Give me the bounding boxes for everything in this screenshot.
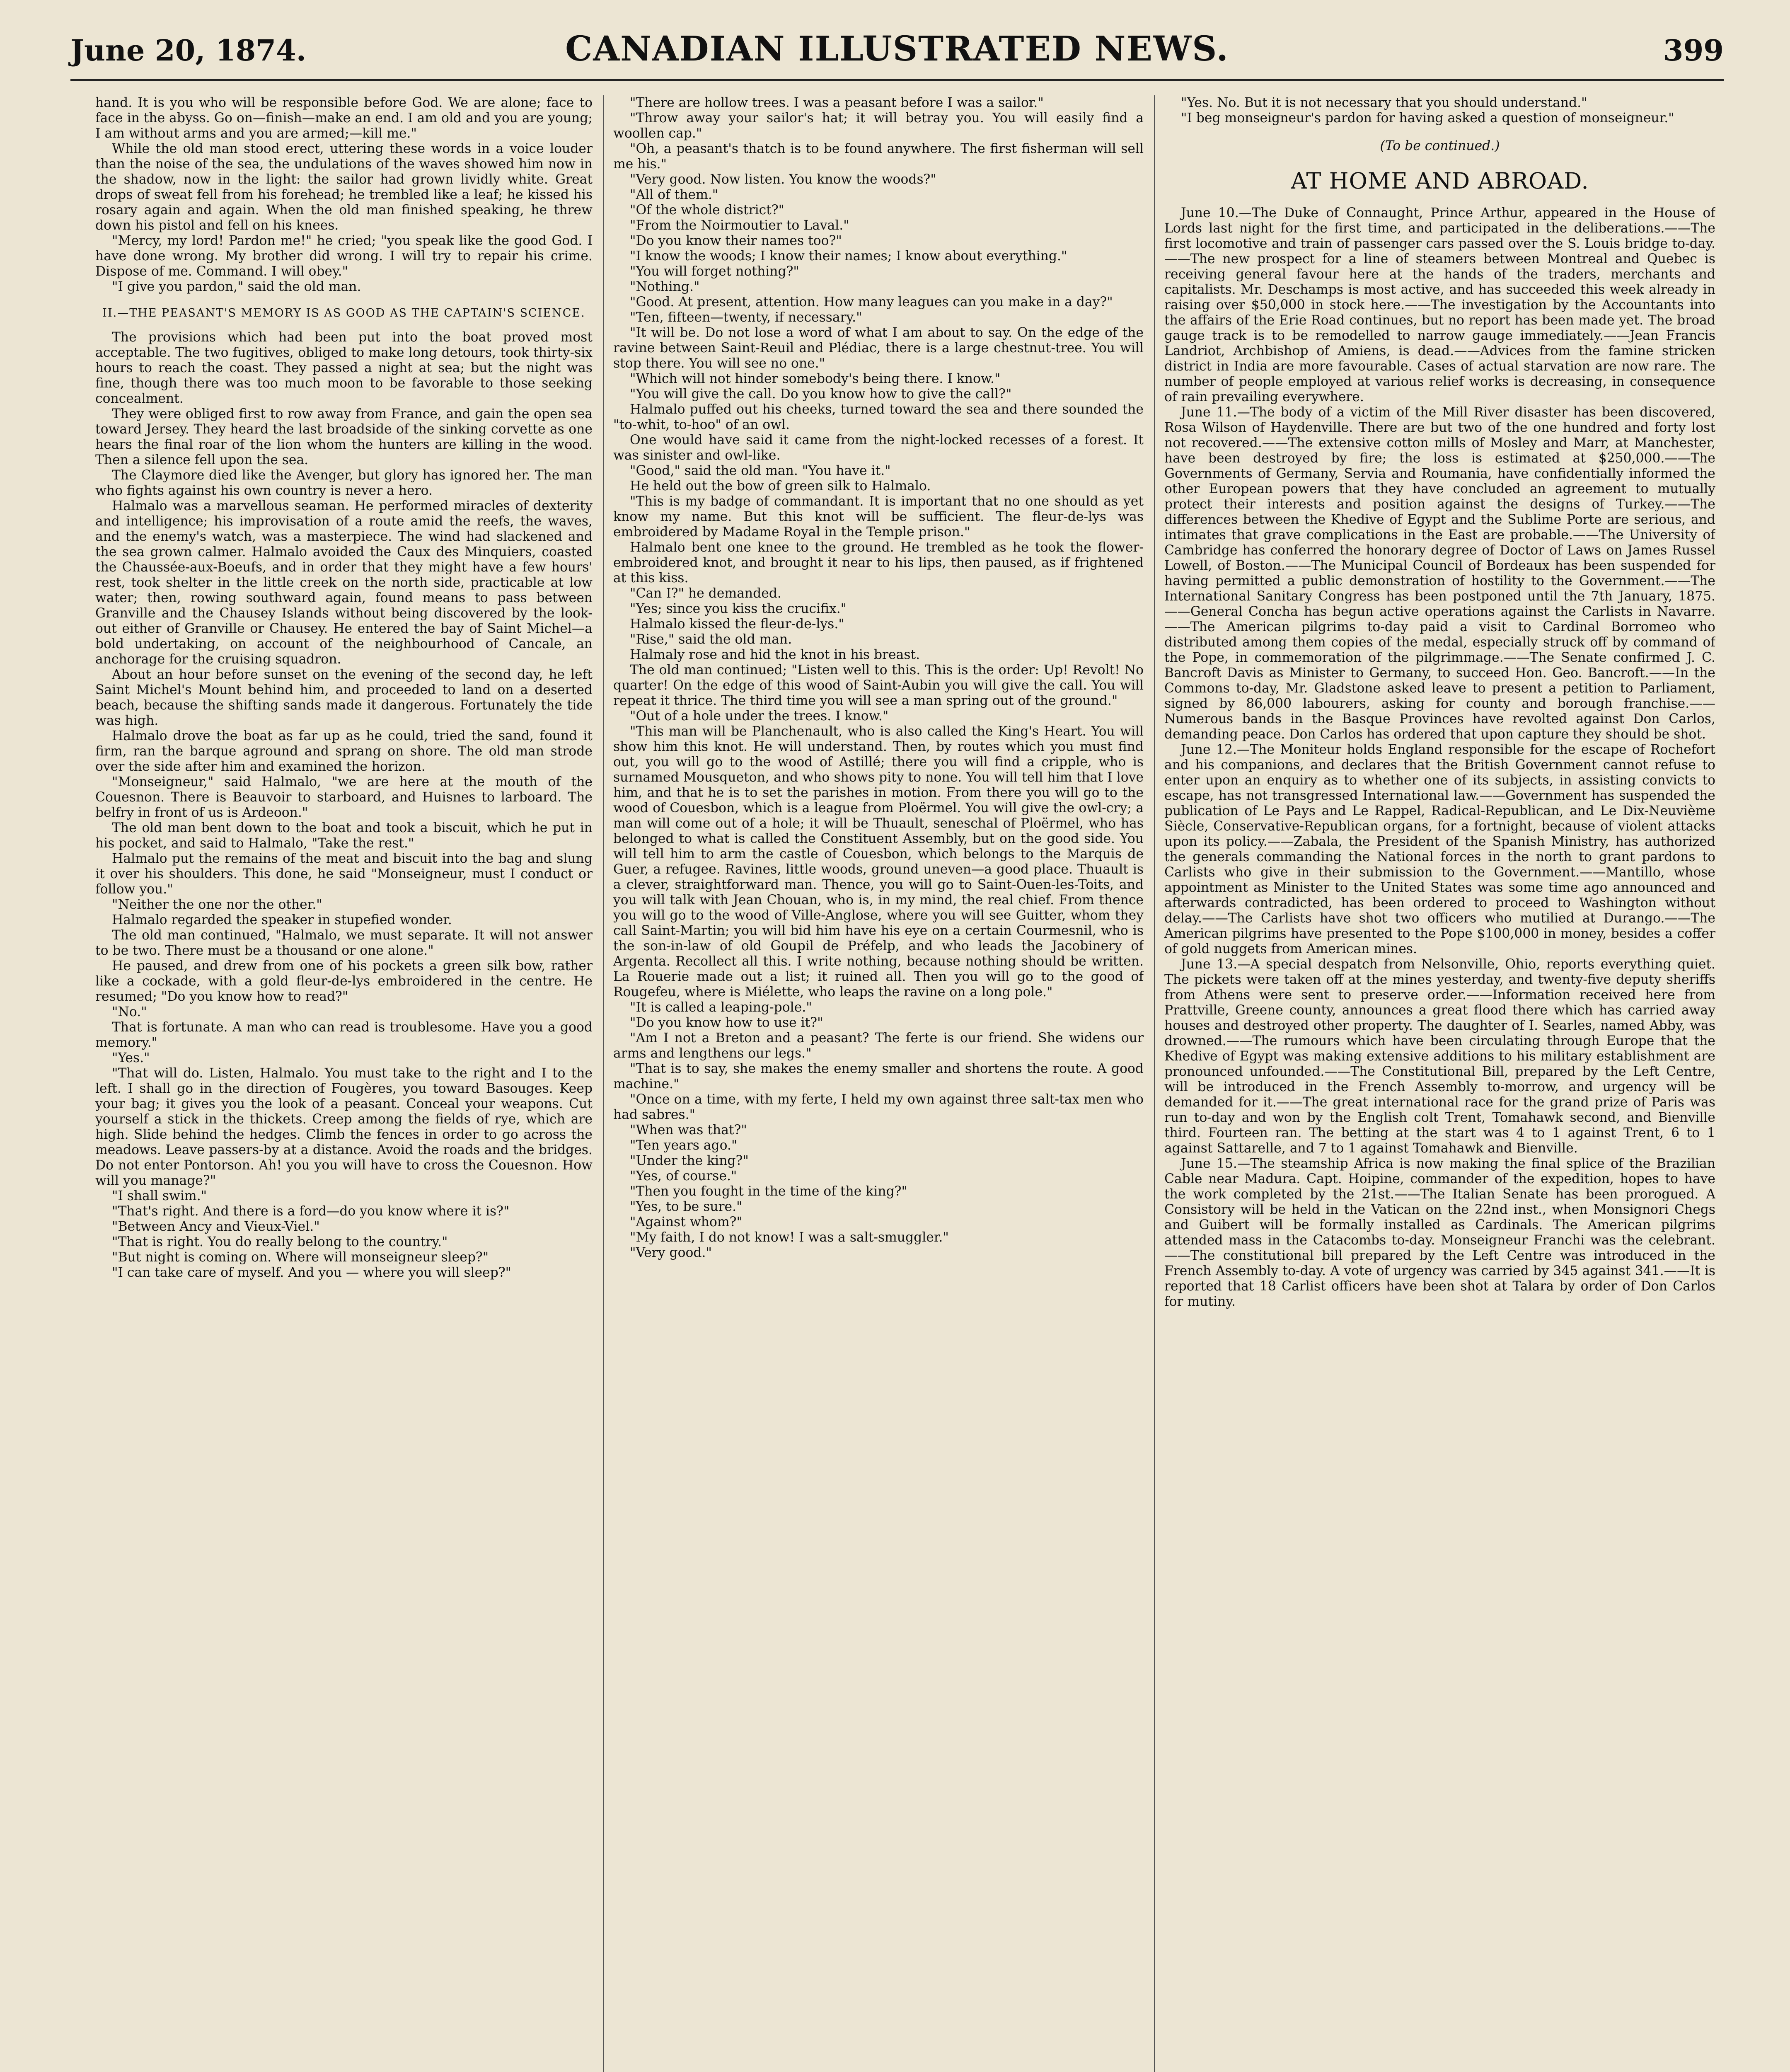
paragraph: "This man will be Planchenault, who is also called the King's Heart. You will show him this knot. He will understand. Then, by routes which you must find out, you will go to the wood of Astillé; there you will find a cripple, who is surnamed Mousqueton, and who shows pity to none. You will tell him that I love him, and that he is to set the parishes in motion. From there you will go to the wood of Couesbon, which is a league from Ploërmel. You will give the owl-cry; a man will come out of a hole; it will be Thuault, seneschal of Ploërmel, who has belonged to what is called the Constituent Assembly, but on the good side. You will tell him to arm the castle of Couesbon, which belongs to the Marquis de Guer, a refugee. Ravines, little woods, ground uneven—a good place. Thuault is a clever, straightforward man. Thence, you will go to Saint-Ouen-les-Toits, and you will talk with Jean Chouan, who is, in my mind, the real chief. From thence you will go to the wood of Ville-Anglose, where you will see Guitter, whom they call Saint-Martin; you will bid him have his eye on a certain Courmesnil, who is the son-in-law of old Goupil de Préfelp, and who leads the Jacobinery of Argenta. Recollect all this. I write nothing, because nothing should be written. La Rouerie made out a list; it ruined all. Then you will go to the good of Rougefeu, where is Miélette, who leaps the ravine on a long pole." — [613, 724, 1144, 1000]
paragraph: "Of the whole district?" — [630, 203, 785, 218]
paragraph: "Against whom?" — [630, 1215, 743, 1230]
paragraph: "It is called a leaping-pole." — [630, 1000, 812, 1015]
paragraph: "Throw away your sailor's hat; it will betray you. You will easily find a woollen cap." — [613, 111, 1144, 141]
paragraph: "My faith, I do not know! I was a salt-smuggler." — [630, 1230, 949, 1245]
paragraph: "Can I?" he demanded. — [630, 586, 781, 601]
paragraph: "But night is coming on. Where will monseigneur sleep?" — [112, 1250, 489, 1265]
paragraph: Halmalo puffed out his cheeks, turned toward the sea and there sounded the "to-whit, to-hoo" of an owl. — [613, 402, 1144, 432]
paragraph: "Very good." — [630, 1245, 712, 1260]
issue-date: June 20, 1874. — [70, 33, 307, 68]
paragraph: Halmaly rose and hid the knot in his breast. — [630, 647, 920, 662]
paragraph: "Neither the one nor the other." — [112, 897, 322, 912]
news-paragraph: June 12.—The Moniteur holds England responsible for the escape of Rochefort and his companions, and declares that the British Government cannot refuse to enter upon an enquiry as to whether one of its subjects, in assisting convicts to escape, has not transgressed International law.——Government has suspended the publication of Le Pays and Le Rappel, Radical-Republican, and Le Dix-Neuvième Siècle, Conservative-Republican organs, for a fortnight, because of violent attacks upon its policy.——Zabala, the President of the Spanish Ministry, has authorized the generals commanding the National forces in the north to grant pardons to Carlists who give in their submission to the Government.——Mantillo, whose appointment as Minister to the United States was some time ago announced and afterwards contradicted, has been ordered to proceed to Washington without delay.——The Carlists have shot two officers who mutilied at Durango.——The American pilgrims have presented to the Pope $100,000 in money, besides a coffer of gold nuggets from American mines. — [1164, 742, 1715, 956]
paragraph: "Then you fought in the time of the king?" — [630, 1184, 907, 1199]
paragraph: "Yes, to be sure." — [630, 1199, 743, 1214]
paragraph: About an hour before sunset on the evening of the second day, he left Saint Michel's Mount behind him, and proceeded to land on a deserted beach, because the shifting sands made it dangerous. Fortunately the tide was high. — [95, 667, 593, 728]
paragraph: "Once on a time, with my ferte, I held my own against three salt-tax men who had sabres." — [613, 1092, 1144, 1122]
paragraph: One would have said it came from the night-locked recesses of a forest. It was sinister and owl-like. — [613, 433, 1144, 463]
paragraph: "Good. At present, attention. How many leagues can you make in a day?" — [630, 295, 1113, 310]
paragraph: "There are hollow trees. I was a peasant before I was a sailor." — [630, 95, 1044, 110]
paragraph: "Am I not a Breton and a peasant? The ferte is our friend. She widens our arms and lengthens our legs." — [613, 1031, 1144, 1061]
paragraph: "Do you know their names too?" — [630, 233, 842, 248]
paragraph: The old man continued; "Listen well to this. This is the order: Up! Revolt! No quarter! On the edge of this wood of Saint-Aubin you will give the call. You will repeat it thrice. The third time you will see a man spring out of the ground." — [613, 663, 1144, 708]
chapter-heading: II.—THE PEASANT'S MEMORY IS AS GOOD AS THE CAPTAIN'S SCIENCE. — [102, 307, 585, 320]
paragraph: "Rise," said the old man. — [630, 632, 792, 647]
column-divider — [603, 95, 604, 2072]
paragraph: The old man continued, "Halmalo, we must separate. It will not answer to be two. There must be a thousand or one alone." — [95, 928, 593, 958]
paragraph: The old man bent down to the boat and took a biscuit, which he put in his pocket, and said to Halmalo, "Take the rest." — [95, 821, 593, 851]
paragraph: "No." — [112, 1005, 147, 1019]
paragraph: "Yes. No. But it is not necessary that you should understand." — [1181, 95, 1587, 110]
column-divider — [1154, 95, 1155, 2072]
news-paragraph: June 11.—The body of a victim of the Mill River disaster has been discovered, Rosa Wilson of Haydenville. There are but two of the one hundred and forty lost not recovered.——The extensive cotton mills of Mosley and Marr, at Manchester, have been destroyed by fire; the loss is estimated at $250,000.——The Governments of Germany, Servia and Roumania, have confidentially informed the other European powers that they have concluded an agreement to mutually protect their interests and position against the designs of Turkey.——The differences between the Khedive of Egypt and the Sublime Porte are serious, and intimates that grave complications in the East are probable.——The University of Cambridge has conferred the honorary degree of Doctor of Laws on James Russel Lowell, of Boston.——The Municipal Council of Bordeaux has been suspended for having permitted a public demonstration of hostility to the Government.——The International Sanitary Congress has been postponed until the 7th January, 1875.——General Concha has begun active operations against the Carlists in Navarre.——The American pilgrims to-day paid a visit to Cardinal Borromeo who distributed among them copies of the medal, especially struck off by command of the Pope, in commemoration of the pilgrimmage.——The Senate confirmed J. C. Bancroft Davis as Minister to Germany, to succeed Hon. Geo. Bancroft.——In the Commons to-day, Mr. Gladstone asked leave to present a petition to Parliament, signed by 86,000 labourers, asking for county and borough franchise.——Numerous bands in the Basque Provinces have revolted against Don Carlos, demanding peace. Don Carlos has ordered that upon capture they should be shot. — [1164, 405, 1715, 742]
paragraph: The provisions which had been put into the boat proved most acceptable. The two fugitives, obliged to make long detours, took thirty-six hours to reach the coast. They passed a night at sea; but the night was fine, though there was too much moon to be favorable to those seeking concealment. — [95, 330, 593, 406]
paragraph: "Yes, of course." — [630, 1169, 737, 1184]
paragraph: "That is right. You do really belong to the country." — [112, 1234, 448, 1249]
paragraph: "Ten, fifteen—twenty, if necessary." — [630, 310, 862, 325]
story-column-2 — [613, 95, 1144, 2072]
paragraph: "You will forget nothing?" — [630, 264, 799, 279]
paragraph: "Nothing." — [630, 279, 700, 294]
masthead — [70, 25, 1724, 79]
paragraph: Halmalo drove the boat as far up as he could, tried the sand, found it firm, ran the barque aground and sprang on shore. The old man strode over the side after him and examined the horizon. — [95, 729, 593, 774]
paragraph: "That's right. And there is a ford—do you know where it is?" — [112, 1204, 510, 1219]
section-heading: AT HOME AND ABROAD. — [1291, 168, 1589, 194]
paragraph: "Do you know how to use it?" — [630, 1015, 823, 1030]
paragraph: Halmalo put the remains of the meat and biscuit into the bag and slung it over his shoulders. This done, he said "Monseigneur, must I conduct or follow you." — [95, 851, 593, 897]
paragraph: "Oh, a peasant's thatch is to be found anywhere. The first fisherman will sell me his." — [613, 141, 1144, 172]
paragraph: Halmalo bent one knee to the ground. He trembled as he took the flower-embroidered knot, and brought it near to his lips, then paused, as if frightened at this kiss. — [613, 540, 1144, 586]
news-paragraph: June 10.—The Duke of Connaught, Prince Arthur, appeared in the House of Lords last night for the first time, and participated in the deliberations.——The first locomotive and train of passenger cars passed over the S. Louis bridge to-day.——The new prospect for a line of steamers between Montreal and Quebec is receiving general favour here at the hands of the traders, merchants and capitalists. Mr. Deschamps is most active, and has succeeded this week already in raising over $50,000 in stock here.——The investigation by the Accountants into the affairs of the Erie Road continues, but no report has been made yet. The broad gauge track is to be remodelled to narrow gauge immediately.——Jean Francis Landriot, Archbishop of Amiens, is dead.——Advices from the famine stricken district in India are more favourable. Cases of actual starvation are now rare. The number of people employed at various relief works is decreasing, in consequence of rain prevailing everywhere. — [1164, 206, 1715, 404]
paragraph: Halmalo kissed the fleur-de-lys." — [630, 617, 844, 632]
paragraph: While the old man stood erect, uttering these words in a voice louder than the noise of the sea, the undulations of the waves showed him now in the shadow, now in the light: the sailor had grown lividly white. Great drops of sweat fell from his forehead; he trembled like a leaf; he kissed his rosary again and again. When the old man finished speaking, he threw down his pistol and fell on his knees. — [95, 141, 593, 233]
paragraph: He paused, and drew from one of his pockets a green silk bow, rather like a cockade, with a gold fleur-de-lys embroidered in the centre. He resumed; "Do you know how to read?" — [95, 959, 593, 1004]
paragraph: "From the Noirmoutier to Laval." — [630, 218, 849, 233]
paragraph: "Yes; since you kiss the crucifix." — [630, 601, 847, 616]
page-number: 399 — [1663, 33, 1724, 68]
news-column-3 — [1164, 95, 1715, 2072]
paragraph: "All of them." — [630, 187, 718, 202]
paragraph: "This is my badge of commandant. It is important that no one should as yet know my name. But this knot will be sufficient. The fleur-de-lys was embroidered by Madame Royal in the Temple prison." — [613, 494, 1144, 540]
paragraph: "I give you pardon," said the old man. — [112, 279, 361, 294]
newspaper-title: CANADIAN ILLUSTRATED NEWS. — [565, 29, 1229, 69]
paragraph: "I shall swim." — [112, 1188, 207, 1203]
paragraph: He held out the bow of green silk to Halmalo. — [630, 479, 931, 494]
story-column-1 — [95, 95, 593, 2072]
paragraph: They were obliged first to row away from France, and gain the open sea toward Jersey. They heard the last broadside of the sinking corvette as one hears the final roar of the lion whom the hunters are killing in the wood. Then a silence fell upon the sea. — [95, 407, 593, 467]
paragraph: "That is to say, she makes the enemy smaller and shortens the route. A good machine." — [613, 1061, 1144, 1092]
paragraph: "When was that?" — [630, 1123, 747, 1138]
paragraph: The Claymore died like the Avenger, but glory has ignored her. The man who fights against his own country is never a hero. — [95, 468, 593, 498]
paragraph: That is fortunate. A man who can read is troublesome. Have you a good memory." — [95, 1020, 593, 1050]
paragraph: "I know the woods; I know their names; I know about everything." — [630, 249, 1067, 264]
paragraph: "Very good. Now listen. You know the woods?" — [630, 172, 936, 187]
paragraph: "Yes." — [112, 1051, 150, 1065]
paragraph: "Which will not hinder somebody's being there. I know." — [630, 371, 1001, 386]
paragraph: Halmalo regarded the speaker in stupefied wonder. — [112, 913, 452, 927]
to-be-continued: (To be continued.) — [1380, 138, 1500, 153]
paragraph: Halmalo was a marvellous seaman. He performed miracles of dexterity and intelligence; his improvisation of a route amid the reefs, the waves, and the enemy's watch, was a masterpiece. The wind had slackened and the sea grown calmer. Halmalo avoided the Caux des Minquiers, coasted the Chaussée-aux-Boeufs, and in order that they might have a few hours' rest, took shelter in the little creek on the north side, practicable at low water; then, rowing southward again, found means to pass between Granville and the Chausey Islands without being discovered by the look-out either of Granville or Chausey. He entered the bay of Saint Michel—a bold undertaking, on account of the neighbourhood of Cancale, an anchorage for the cruising squadron. — [95, 499, 593, 667]
paragraph: "Between Ancy and Vieux-Viel." — [112, 1219, 320, 1234]
paragraph: "Monseigneur," said Halmalo, "we are here at the mouth of the Couesnon. There is Beauvoir to starboard, and Huisnes to larboard. The belfry in front of us is Ardeoon." — [95, 775, 593, 820]
paragraph: "Good," said the old man. "You have it." — [630, 463, 891, 478]
paragraph: "It will be. Do not lose a word of what I am about to say. On the edge of the ravine between Saint-Reuil and Plédiac, there is a large chestnut-tree. You will stop there. You will see no one." — [613, 325, 1144, 371]
paragraph: "That will do. Listen, Halmalo. You must take to the right and I to the left. I shall go in the direction of Fougères, you toward Basouges. Keep your bag; it gives you the look of a peasant. Conceal your weapons. Cut yourself a stick in the thickets. Creep among the fields of rye, which are high. Slide behind the hedges. Climb the fences in order to go across the meadows. Leave passers-by at a distance. Avoid the roads and the bridges. Do not enter Pontorson. Ah! you you will have to cross the Couesnon. How will you manage?" — [95, 1066, 593, 1188]
masthead-rule — [70, 79, 1724, 81]
paragraph: "Ten years ago." — [630, 1138, 738, 1153]
paragraph: "I beg monseigneur's pardon for having asked a question of monseigneur." — [1181, 111, 1674, 126]
news-paragraph: June 15.—The steamship Africa is now making the final splice of the Brazilian Cable near Madura. Capt. Hoipine, commander of the expedition, hopes to have the work completed by the 21st.——The Italian Senate has been prorogued. A Consistory will be held in the Vatican on the 22nd inst., when Monsignori Chegs and Guibert will be formally installed as Cardinals. The American pilgrims attended mass in the Catacombs to-day. Monseigneur Franchi was the celebrant.——The constitutional bill prepared by the Left Centre was introduced in the French Assembly to-day. A vote of urgency was carried by 345 against 341.——It is reported that 18 Carlist officers have been shot at Talara by order of Don Carlos for mutiny. — [1164, 1156, 1715, 1309]
news-paragraph: June 13.—A special despatch from Nelsonville, Ohio, reports everything quiet. The pickets were taken off at the mines yesterday, and twenty-five deputy sheriffs from Athens were sent to preserve order.——Information received here from Prattville, Greene county, announces a great flood there which has carried away houses and destroyed other property. The daughter of I. Searles, named Abby, was drowned.——The rumours which have been circulating through Europe that the Khedive of Egypt was making extensive additions to his military establishment are pronounced unfounded.——The Constitutional Bill, prepared by the Left Centre, will be introduced in the French Assembly to-morrow, and urgency will be demanded for it.——The great international race for the grand prize of Paris was run to-day and won by the English colt Trent, Tomahawk second, and Bienville third. Fourteen ran. The betting at the start was 4 to 1 against Trent, 6 to 1 against Sattarelle, and 7 to 1 against Tomahawk and Bienville. — [1164, 957, 1715, 1156]
paragraph: "You will give the call. Do you know how to give the call?" — [630, 387, 1012, 402]
paragraph: "Out of a hole under the trees. I know." — [630, 709, 889, 724]
paragraph: "Mercy, my lord! Pardon me!" he cried; "you speak like the good God. I have done wrong. My brother did wrong. I will try to repair his crime. Dispose of me. Command. I will obey." — [95, 233, 593, 279]
paragraph: hand. It is you who will be responsible before God. We are alone; face to face in the abyss. Go on—finish—make an end. I am old and you are young; I am without arms and you are armed;—kill me." — [95, 95, 593, 141]
paragraph: "I can take care of myself. And you — where you will sleep?" — [112, 1265, 512, 1280]
paragraph: "Under the king?" — [630, 1153, 749, 1168]
